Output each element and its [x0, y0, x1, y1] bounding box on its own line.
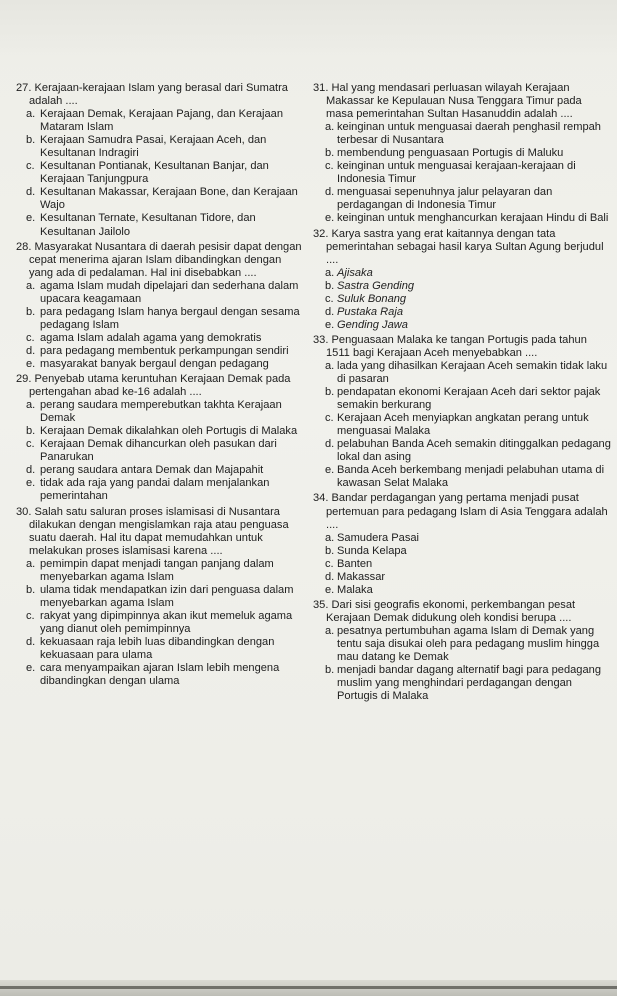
question-text [313, 228, 611, 267]
option-letter: c. [325, 557, 334, 570]
option-a[interactable] [313, 625, 611, 664]
question-text [313, 334, 611, 360]
option-d[interactable] [313, 571, 611, 584]
question-28 [16, 241, 308, 371]
option-text: tidak ada raja yang pandai dalam menjalankan pemerintahan [40, 477, 270, 503]
option-letter: d. [26, 464, 36, 477]
question-35 [313, 599, 611, 703]
option-text: Kesultanan Makassar, Kerajaan Bone, dan Kerajaan Wajo [40, 186, 298, 212]
question-number: 32. [313, 227, 329, 240]
option-text: Kerajaan Samudra Pasai, Kerajaan Aceh, dan Kesultanan Indragiri [40, 134, 267, 160]
question-stem: Penguasaan Malaka ke tangan Portugis pada tahun 1511 bagi Kerajaan Aceh menyebabkan .... [326, 333, 587, 359]
option-text: keinginan untuk menguasai kerajaan-kerajaan di Indonesia Timur [337, 160, 576, 186]
option-text: masyarakat banyak bergaul dengan pedagang [40, 357, 269, 370]
option-letter: e. [325, 583, 335, 596]
question-text [16, 241, 308, 280]
option-text: Kerajaan Aceh menyiapkan angkatan perang untuk menguasai Malaka [337, 412, 589, 438]
option-text: Makassar [337, 570, 386, 583]
option-a[interactable] [16, 558, 308, 584]
option-text: Kerajaan Demak dihancurkan oleh pasukan dari Panarukan [40, 438, 277, 464]
option-text: Sastra Gending [337, 279, 415, 292]
option-a[interactable] [313, 360, 611, 386]
option-letter: b. [26, 425, 36, 438]
option-e[interactable] [313, 584, 611, 597]
option-b[interactable] [313, 147, 611, 160]
option-letter: e. [26, 212, 36, 225]
question-number: 30. [16, 505, 32, 518]
option-text: pesatnya pertumbuhan agama Islam di Demak yang tentu saja disukai oleh para pedagang muslim hingga mau datang ke Demak [337, 624, 600, 664]
question-number: 35. [313, 598, 329, 611]
option-list [16, 399, 308, 503]
right-column [313, 82, 611, 703]
option-e[interactable] [313, 464, 611, 490]
question-stem: Salah satu saluran proses islamisasi di Nusantara dilakukan dengan mengislamkan raja atau penguasa suatu daerah. Hal itu dapat memudahkan untuk melakukan proses islamisasi karena .... [29, 505, 289, 557]
question-stem: Karya sastra yang erat kaitannya dengan tata pemerintahan sebagai hasil karya Sultan Agung berjudul .... [326, 227, 604, 266]
option-e[interactable] [16, 358, 308, 371]
option-letter: d. [325, 186, 335, 199]
option-text: Kesultanan Pontianak, Kesultanan Banjar, dan Kerajaan Tanjungpura [40, 160, 269, 186]
question-text [313, 492, 611, 531]
option-text: pelabuhan Banda Aceh semakin ditinggalkan pedagang lokal dan asing [337, 438, 611, 464]
option-letter: b. [26, 583, 36, 596]
question-stem: Kerajaan-kerajaan Islam yang berasal dari Sumatra adalah .... [29, 82, 288, 108]
option-letter: e. [325, 212, 335, 225]
option-text: kekuasaan raja lebih luas dibandingkan dengan kekuasaan para ulama [40, 635, 275, 662]
option-b[interactable] [16, 306, 308, 332]
option-text: perang saudara antara Demak dan Majapahit [40, 464, 264, 477]
option-list [313, 532, 611, 597]
option-letter: c. [26, 160, 35, 173]
page-bottom-line [0, 986, 617, 989]
option-letter: e. [26, 357, 36, 370]
option-a[interactable] [313, 267, 611, 280]
option-list [313, 360, 611, 490]
option-text: Sunda Kelapa [337, 544, 407, 557]
option-d[interactable] [313, 186, 611, 212]
question-32 [313, 228, 611, 332]
question-stem: Bandar perdagangan yang pertama menjadi pusat pertemuan para pedagang Islam di Asia Tenggara adalah .... [326, 492, 608, 531]
option-text: Malaka [337, 583, 373, 596]
option-letter: e. [325, 318, 335, 331]
option-letter: d. [325, 305, 335, 318]
option-text: para pedagang Islam hanya bergaul dengan sesama pedagang Islam [40, 305, 300, 331]
question-number: 28. [16, 240, 32, 253]
option-a[interactable] [16, 399, 308, 425]
option-letter: b. [26, 134, 36, 147]
question-number: 33. [313, 333, 329, 346]
option-text: perang saudara memperebutkan takhta Kerajaan Demak [40, 399, 282, 425]
option-a[interactable] [16, 280, 308, 306]
option-c[interactable] [313, 160, 611, 186]
left-column [16, 82, 308, 688]
question-number: 27. [16, 82, 32, 94]
question-stem: Dari sisi geografis ekonomi, perkembangan pesat Kerajaan Demak didukung oleh kondisi berupa .... [326, 598, 576, 624]
option-letter: e. [26, 477, 36, 490]
option-b[interactable] [16, 584, 308, 610]
option-text: Ajisaka [337, 266, 373, 279]
option-letter: a. [26, 399, 36, 412]
option-d[interactable] [313, 306, 611, 319]
option-b[interactable] [313, 386, 611, 412]
option-c[interactable] [16, 438, 308, 464]
option-text: ulama tidak mendapatkan izin dari penguasa dalam menyebarkan agama Islam [40, 583, 294, 609]
option-e[interactable] [313, 212, 611, 225]
option-d[interactable] [16, 636, 308, 662]
option-text: agama Islam adalah agama yang demokratis [40, 331, 262, 344]
option-letter: a. [26, 279, 36, 292]
option-a[interactable] [313, 121, 611, 147]
option-letter: c. [26, 609, 35, 622]
option-letter: d. [325, 570, 335, 583]
option-d[interactable] [16, 345, 308, 358]
question-number: 34. [313, 492, 329, 505]
option-a[interactable] [313, 532, 611, 545]
option-letter: b. [26, 305, 36, 318]
option-e[interactable] [16, 477, 308, 503]
question-stem: Hal yang mendasari perluasan wilayah Kerajaan Makassar ke Kepulauan Nusa Tenggara Timur pada masa pemerintahan Sultan Hasanuddin adalah .... [326, 82, 582, 121]
option-text: agama Islam mudah dipelajari dan sederhana dalam upacara keagamaan [40, 279, 299, 305]
option-text: cara menyampaikan ajaran Islam lebih mengena dibandingkan dengan ulama [40, 662, 280, 688]
option-c[interactable] [16, 160, 308, 186]
option-b[interactable] [313, 664, 611, 703]
option-letter: e. [26, 662, 36, 675]
option-text: rakyat yang dipimpinnya akan ikut memeluk agama yang dianut oleh pemimpinnya [40, 609, 293, 635]
option-list [16, 280, 308, 371]
option-text: Banten [337, 557, 373, 570]
option-text: membendung penguasaan Portugis di Maluku [337, 147, 564, 160]
option-c[interactable] [16, 332, 308, 345]
option-letter: a. [325, 624, 335, 637]
question-stem: Penyebab utama keruntuhan Kerajaan Demak pada pertengahan abad ke-16 adalah .... [29, 373, 291, 399]
option-text: Banda Aceh berkembang menjadi pelabuhan utama di kawasan Selat Malaka [337, 464, 605, 490]
option-b[interactable] [313, 280, 611, 293]
option-letter: c. [325, 160, 334, 173]
option-b[interactable] [16, 134, 308, 160]
option-c[interactable] [313, 558, 611, 571]
option-c[interactable] [313, 412, 611, 438]
option-c[interactable] [16, 610, 308, 636]
option-text: pendapatan ekonomi Kerajaan Aceh dari sektor pajak semakin berkurang [337, 386, 601, 412]
option-text: Kesultanan Ternate, Kesultanan Tidore, dan Kesultanan Jailolo [40, 212, 256, 238]
option-letter: c. [325, 292, 334, 305]
option-letter: a. [26, 557, 36, 570]
question-30 [16, 506, 308, 689]
option-text: para pedagang membentuk perkampungan sendiri [40, 344, 289, 357]
question-34 [313, 492, 611, 596]
option-text: menguasai sepenuhnya jalur pelayaran dan perdagangan di Indonesia Timur [337, 186, 553, 212]
question-text [16, 82, 308, 108]
option-letter: a. [325, 531, 335, 544]
option-a[interactable] [16, 108, 308, 134]
option-letter: a. [325, 359, 335, 372]
option-list [313, 267, 611, 332]
option-letter: b. [325, 544, 335, 557]
option-letter: b. [325, 279, 335, 292]
option-d[interactable] [16, 186, 308, 212]
question-29 [16, 373, 308, 503]
question-text [313, 599, 611, 625]
option-list [313, 625, 611, 703]
option-list [16, 108, 308, 238]
option-letter: b. [325, 147, 335, 160]
option-e[interactable] [16, 212, 308, 238]
option-letter: d. [325, 438, 335, 451]
question-33 [313, 334, 611, 491]
option-e[interactable] [16, 662, 308, 688]
question-text [313, 82, 611, 121]
question-number: 29. [16, 373, 32, 386]
option-text: Kerajaan Demak, Kerajaan Pajang, dan Kerajaan Mataram Islam [40, 108, 283, 134]
option-b[interactable] [313, 545, 611, 558]
option-letter: c. [325, 412, 334, 425]
option-letter: c. [26, 438, 35, 451]
option-text: Gending Jawa [337, 318, 408, 331]
question-number: 31. [313, 82, 329, 94]
option-letter: d. [26, 344, 36, 357]
option-letter: d. [26, 186, 36, 199]
option-b[interactable] [16, 425, 308, 438]
option-letter: d. [26, 635, 36, 648]
option-text: menjadi bandar dagang alternatif bagi para pedagang muslim yang menghindari perdagangan dengan Portugis di Malaka [337, 664, 601, 703]
question-text [16, 373, 308, 399]
option-letter: b. [325, 386, 335, 399]
option-d[interactable] [313, 438, 611, 464]
option-letter: b. [325, 664, 335, 677]
question-text [16, 506, 308, 558]
option-letter: a. [325, 121, 335, 134]
option-text: keinginan untuk menguasai daerah penghasil rempah terbesar di Nusantara [337, 121, 601, 147]
option-text: Pustaka Raja [337, 305, 403, 318]
option-text: Samudera Pasai [337, 531, 420, 544]
option-letter: a. [26, 108, 36, 121]
option-e[interactable] [313, 319, 611, 332]
option-text: keinginan untuk menghancurkan kerajaan Hindu di Bali [337, 212, 609, 225]
question-27 [16, 82, 308, 239]
option-c[interactable] [313, 293, 611, 306]
option-text: pemimpin dapat menjadi tangan panjang dalam menyebarkan agama Islam [40, 557, 274, 583]
option-text: lada yang dihasilkan Kerajaan Aceh semakin tidak laku di pasaran [337, 359, 608, 386]
option-letter: e. [325, 464, 335, 477]
option-text: Kerajaan Demak dikalahkan oleh Portugis di Malaka [40, 425, 298, 438]
question-31 [313, 82, 611, 226]
option-d[interactable] [16, 464, 308, 477]
question-stem: Masyarakat Nusantara di daerah pesisir dapat dengan cepat menerima ajaran Islam dibandingkan dengan yang ada di pedalaman. Hal ini disebabkan .... [29, 240, 302, 279]
option-list [16, 558, 308, 688]
option-letter: c. [26, 331, 35, 344]
option-list [313, 121, 611, 225]
option-letter: a. [325, 266, 335, 279]
option-text: Suluk Bonang [337, 292, 407, 305]
page-shadow [0, 0, 617, 60]
